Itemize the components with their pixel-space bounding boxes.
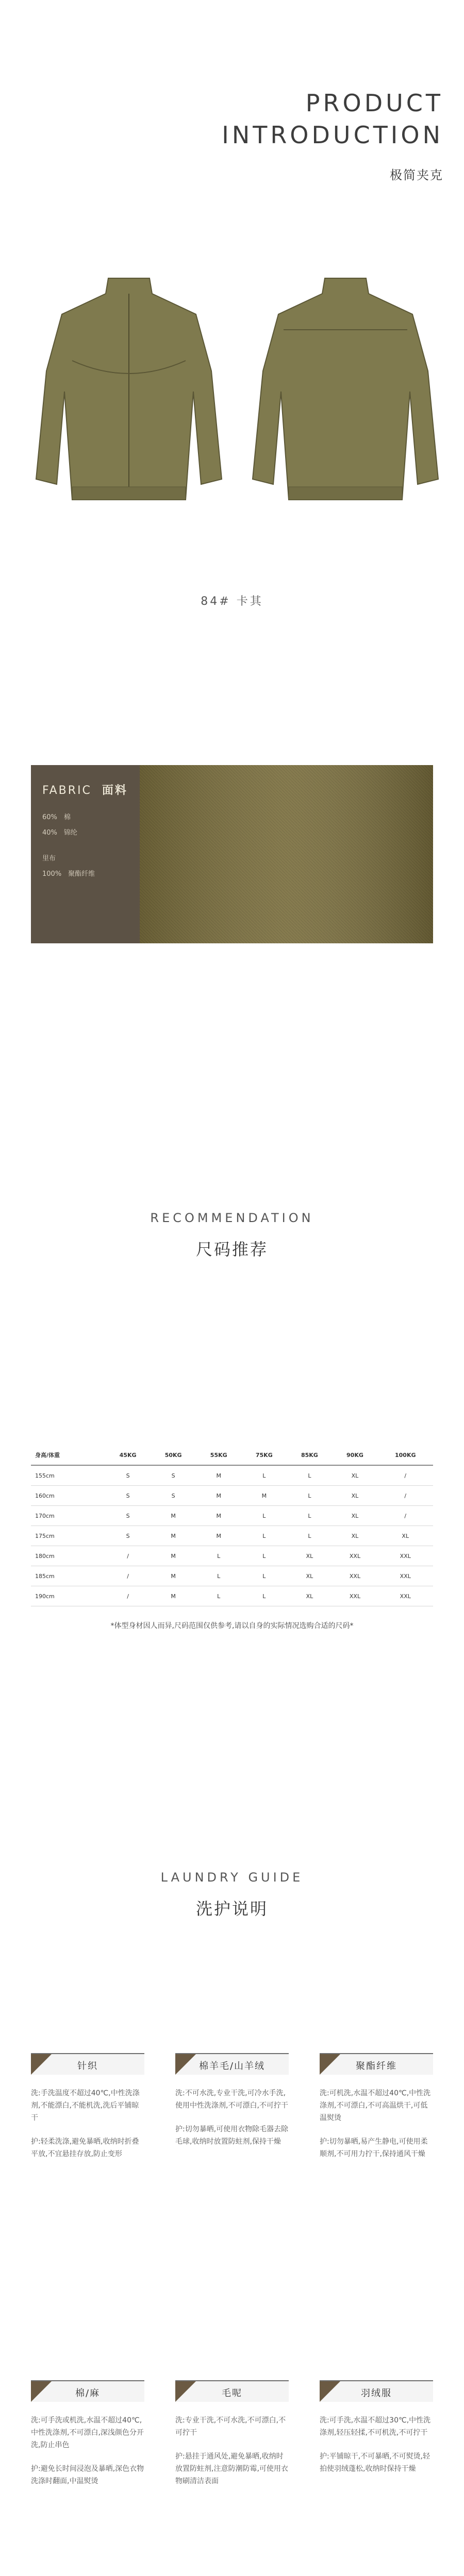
table-cell: L [241, 1526, 287, 1546]
header-cell: 45KG [105, 1445, 151, 1465]
laundry-card-body [31, 2414, 144, 2487]
laundry-card [175, 2053, 289, 2159]
table-cell: L [287, 1465, 332, 1486]
laundry-card [320, 2053, 433, 2172]
laundry-card-header [175, 2053, 289, 2075]
fabric-title-en: FABRIC [42, 784, 92, 797]
header-cell: 50KG [151, 1445, 196, 1465]
laundry-instruction: 洗:手洗温度不超过40℃,中性洗涤剂,不能漂白,不能机洗,洗后平铺晾干 [31, 2089, 140, 2122]
table-cell: / [378, 1465, 433, 1486]
table-cell: XXL [378, 1586, 433, 1606]
table-cell: S [105, 1526, 151, 1546]
header-cell: 身高/体重 [31, 1445, 105, 1465]
laundry-card-header [320, 2380, 433, 2402]
table-cell: M [241, 1486, 287, 1506]
table-cell: 170cm [31, 1506, 105, 1526]
table-cell: 180cm [31, 1546, 105, 1566]
table-cell: M [196, 1465, 241, 1486]
jacket-back-image [247, 258, 443, 515]
laundry-card-header [175, 2380, 289, 2402]
title-line1: PRODUCT [305, 89, 443, 117]
table-cell: 185cm [31, 1566, 105, 1586]
table-cell: L [287, 1486, 332, 1506]
size-table [31, 1445, 433, 1606]
laundry-card-header [31, 2380, 144, 2402]
laundry-card-header [320, 2053, 433, 2075]
table-cell: M [151, 1546, 196, 1566]
lining-label: 里布 [42, 855, 56, 862]
laundry-card-body [175, 2414, 289, 2487]
lining-composition: 100% 聚酯纤维 [42, 870, 95, 878]
table-cell: XXL [332, 1586, 377, 1606]
recommendation-title-en: RECOMMENDATION [150, 1211, 314, 1225]
fabric-info-box [31, 765, 140, 943]
table-cell: XL [378, 1526, 433, 1546]
page-subtitle: 极简夹克 [390, 168, 443, 182]
table-cell: L [196, 1546, 241, 1566]
laundry-card-label: 棉羊毛/山羊绒 [198, 2061, 266, 2072]
laundry-instruction: 护:悬挂于通风处,避免暴晒,收纳时放置防蛀剂,注意防潮防霉,可使用衣物刷清洁表面 [175, 2452, 288, 2485]
table-cell: L [241, 1506, 287, 1526]
table-cell: XL [287, 1546, 332, 1566]
laundry-card-body [31, 2087, 144, 2160]
header-cell: 85KG [287, 1445, 332, 1465]
table-cell: S [105, 1465, 151, 1486]
table-cell: S [105, 1506, 151, 1526]
laundry-card-label: 聚酯纤维 [356, 2061, 397, 2072]
table-cell: / [105, 1566, 151, 1586]
title-line2: INTRODUCTION [222, 121, 443, 149]
laundry-card-body [175, 2087, 289, 2148]
table-cell: M [196, 1526, 241, 1546]
laundry-card-body [320, 2414, 433, 2475]
table-cell: M [151, 1586, 196, 1606]
table-cell: L [241, 1546, 287, 1566]
table-cell: XL [332, 1486, 377, 1506]
table-cell: XXL [378, 1566, 433, 1586]
table-cell: 190cm [31, 1586, 105, 1606]
table-row [31, 1586, 433, 1606]
table-row [31, 1486, 433, 1506]
table-row [31, 1566, 433, 1586]
fabric-panel [31, 765, 433, 943]
table-cell: S [151, 1486, 196, 1506]
laundry-card [320, 2380, 433, 2486]
laundry-instruction: 护:避免长时间浸泡及暴晒,深色衣物洗涤时翻面,中温熨烫 [31, 2465, 144, 2485]
laundry-instruction: 洗:可手洗或机洗,水温不超过40℃,中性洗涤剂,不可漂白,深浅颜色分开洗,防止串色 [31, 2416, 144, 2449]
jacket-front-image [31, 258, 227, 515]
table-cell: L [287, 1526, 332, 1546]
table-cell: / [378, 1506, 433, 1526]
table-cell: / [105, 1586, 151, 1606]
header-cell: 90KG [332, 1445, 377, 1465]
laundry-card-body [320, 2087, 433, 2160]
table-cell: XXL [332, 1566, 377, 1586]
fabric-swatch-image [140, 765, 433, 943]
table-cell: L [241, 1586, 287, 1606]
table-cell: XXL [378, 1546, 433, 1566]
laundry-card-label: 针织 [77, 2061, 98, 2072]
fabric-title-cn: 面料 [102, 784, 128, 797]
table-cell: L [196, 1566, 241, 1586]
laundry-card-label: 毛呢 [222, 2388, 242, 2399]
table-cell: S [151, 1465, 196, 1486]
laundry-instruction: 洗:专业干洗,不可水洗,不可漂白,不可拧干 [175, 2416, 286, 2437]
table-cell: / [105, 1546, 151, 1566]
table-cell: XL [287, 1586, 332, 1606]
table-cell: L [287, 1506, 332, 1526]
table-cell: XXL [332, 1546, 377, 1566]
table-cell: XL [332, 1465, 377, 1486]
table-row [31, 1546, 433, 1566]
table-cell: M [151, 1506, 196, 1526]
laundry-card [175, 2380, 289, 2499]
laundry-card [31, 2053, 144, 2172]
fabric-composition-2: 40% 锦纶 [42, 829, 77, 837]
table-cell: XL [332, 1506, 377, 1526]
table-cell: XL [287, 1566, 332, 1586]
laundry-instruction: 洗:可机洗,水温不超过40℃,中性洗涤剂,不可漂白,不可高温烘干,可低温熨烫 [320, 2089, 431, 2122]
table-row [31, 1526, 433, 1546]
table-cell: L [241, 1465, 287, 1486]
fabric-composition-1: 60% 棉 [42, 814, 71, 821]
laundry-card [31, 2380, 144, 2499]
table-cell: M [151, 1526, 196, 1546]
header-cell: 55KG [196, 1445, 241, 1465]
laundry-instruction: 洗:可手洗,水温不超过30℃,中性洗涤剂,轻压轻揉,不可机洗,不可拧干 [320, 2416, 431, 2437]
size-table-header [31, 1445, 433, 1465]
laundry-instruction: 护:轻柔洗涤,避免暴晒,收纳时折叠平放,不宜悬挂存放,防止变形 [31, 2138, 139, 2158]
color-caption: 84# 卡其 [201, 595, 263, 608]
laundry-card-header [31, 2053, 144, 2075]
table-cell: XL [332, 1526, 377, 1546]
laundry-card-label: 棉/麻 [75, 2388, 101, 2399]
header-cell: 100KG [378, 1445, 433, 1465]
table-cell: / [378, 1486, 433, 1506]
table-cell: M [151, 1566, 196, 1586]
laundry-title-cn: 洗护说明 [195, 1899, 268, 1919]
table-row [31, 1465, 433, 1486]
table-cell: 160cm [31, 1486, 105, 1506]
table-cell: M [196, 1486, 241, 1506]
table-row [31, 1506, 433, 1526]
laundry-instruction: 护:平铺晾干,不可暴晒,不可熨烫,轻拍使羽绒蓬松,收纳时保持干燥 [320, 2452, 430, 2473]
laundry-instruction: 护:切勿暴晒,易产生静电,可使用柔顺剂,不可用力拧干,保持通风干燥 [320, 2138, 428, 2158]
fabric-title [42, 782, 128, 798]
size-note: *体型身材因人而异,尺码范围仅供参考,请以自身的实际情况选购合适的尺码* [110, 1622, 354, 1630]
table-cell: L [196, 1586, 241, 1606]
laundry-title-en: LAUNDRY GUIDE [160, 1870, 304, 1885]
table-cell: S [105, 1486, 151, 1506]
table-cell: L [241, 1566, 287, 1586]
table-cell: 175cm [31, 1526, 105, 1546]
table-cell: 155cm [31, 1465, 105, 1486]
table-cell: M [196, 1506, 241, 1526]
laundry-card-label: 羽绒服 [361, 2388, 392, 2399]
header-cell: 75KG [241, 1445, 287, 1465]
recommendation-title-cn: 尺码推荐 [195, 1240, 268, 1259]
laundry-instruction: 洗:不可水洗,专业干洗,可冷水手洗,使用中性洗涤剂,不可漂白,不可拧干 [175, 2089, 288, 2110]
laundry-instruction: 护:切勿暴晒,可使用衣物除毛器去除毛球,收纳时放置防蛀剂,保持干燥 [175, 2125, 289, 2146]
